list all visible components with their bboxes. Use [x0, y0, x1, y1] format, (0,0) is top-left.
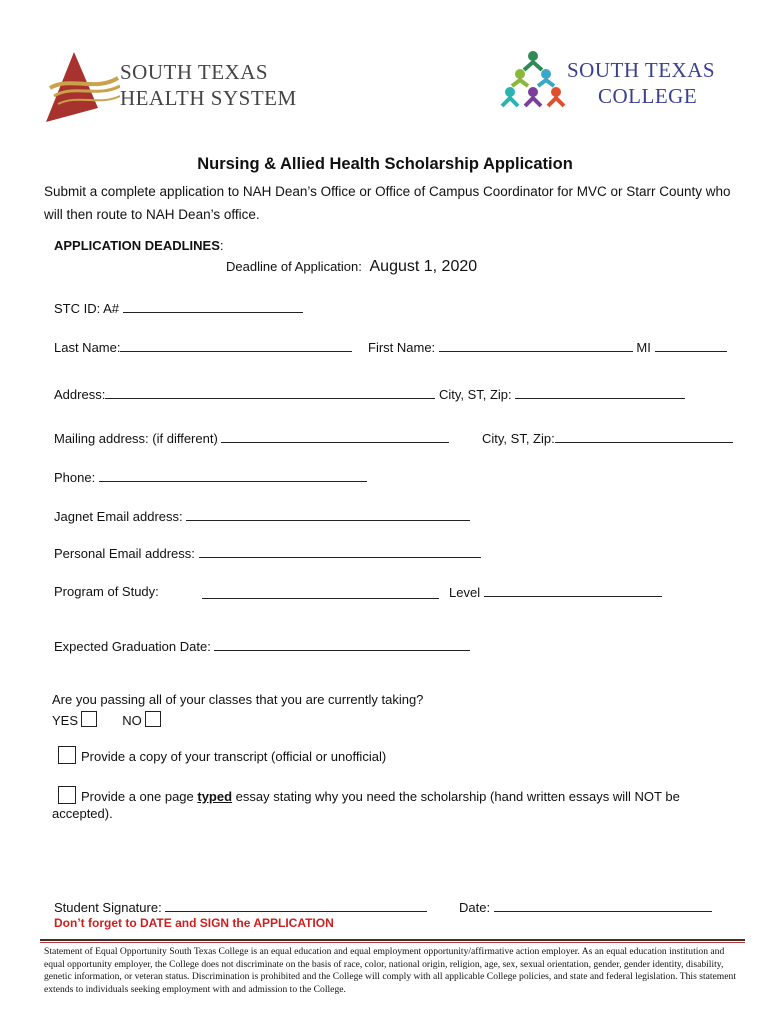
deadlines-heading-colon: : — [219, 238, 224, 253]
footer-divider — [40, 939, 745, 941]
first-name-field[interactable] — [439, 339, 633, 352]
level-label: Level — [449, 585, 481, 600]
stc-id-row — [54, 300, 303, 316]
signature-row — [54, 899, 427, 915]
no-label: NO — [122, 713, 142, 728]
last-name-label: Last Name: — [54, 340, 121, 355]
address-field[interactable] — [105, 386, 435, 399]
sths-logo-line2: HEALTH SYSTEM — [120, 86, 297, 110]
essay-text-cont: accepted). — [52, 806, 113, 821]
mailing-city-label: City, ST, Zip: — [482, 431, 555, 446]
personal-email-row — [54, 545, 481, 561]
passing-question: Are you passing all of your classes that you are currently taking? — [52, 692, 424, 707]
city-st-zip-field[interactable] — [515, 386, 685, 399]
essay-text-post: essay stating why you need the scholarship (hand written essays will NOT be — [232, 789, 680, 804]
mi-field[interactable] — [655, 339, 727, 352]
essay-typed-emphasis: typed — [197, 789, 233, 804]
stc-id-label: STC ID: A# — [54, 301, 120, 316]
stc-logo-line2: COLLEGE — [598, 84, 698, 108]
program-label: Program of Study: — [54, 584, 159, 599]
south-texas-college-logo — [500, 44, 750, 120]
transcript-checkbox[interactable] — [58, 746, 76, 764]
deadlines-heading-text: APPLICATION DEADLINES — [54, 238, 220, 253]
address-label: Address: — [54, 387, 106, 402]
mailing-address-field[interactable] — [221, 430, 449, 443]
mailing-city-row — [482, 430, 733, 446]
sths-logo-line1: SOUTH TEXAS — [120, 60, 269, 84]
first-name-label: First Name: — [368, 340, 436, 355]
personal-email-label: Personal Email address: — [54, 546, 195, 561]
last-name-field[interactable] — [120, 339, 352, 352]
south-texas-health-system-logo — [40, 48, 300, 128]
yes-checkbox[interactable] — [81, 711, 97, 727]
equal-opportunity-statement: Statement of Equal Opportunity South Texas College is an equal education and equal employment opportunity/affirmative action employer. As an equal education institution and equal opportunity employer, the College does not discriminate on the basis of race, color, national origin, religion, age, sex, sexual orientation, gender, gender identity, disability, genetic information, or veteran status. Discrimination is prohibited and the College will comply with all applicable College policies, and state and federal legislation. This statement extends to individuals seeking employment with and admission to the College. — [44, 946, 736, 995]
sign-reminder: Don’t forget to DATE and SIGN the APPLICATION — [54, 916, 334, 930]
mi-label: MI — [636, 340, 651, 355]
last-name-row — [54, 339, 352, 355]
date-field[interactable] — [494, 899, 712, 912]
essay-item — [58, 786, 680, 804]
page-title: Nursing & Allied Health Scholarship Application — [197, 155, 573, 173]
deadline-row — [226, 258, 477, 276]
sths-triangle-icon — [40, 48, 120, 128]
level-row — [449, 584, 662, 600]
essay-text-pre: Provide a one page — [81, 789, 198, 804]
date-row — [459, 899, 712, 915]
city-st-zip-label: City, ST, Zip: — [438, 387, 512, 402]
level-field[interactable] — [484, 584, 662, 597]
yes-label: YES — [52, 713, 79, 728]
phone-field[interactable] — [99, 469, 367, 482]
transcript-text: Provide a copy of your transcript (official or unofficial) — [81, 749, 387, 764]
phone-row — [54, 469, 367, 485]
program-field[interactable] — [202, 586, 439, 604]
grad-date-field[interactable] — [214, 638, 470, 651]
stc-id-field[interactable] — [123, 300, 303, 313]
signature-field[interactable] — [165, 899, 427, 912]
transcript-item — [58, 746, 386, 764]
intro-text: Submit a complete application to NAH Dean’s Office or Office of Campus Coordinator for MVC or Starr County who will then route to NAH Dean’s office. — [44, 184, 731, 222]
grad-date-row — [54, 638, 470, 654]
deadline-value: August 1, 2020 — [369, 258, 478, 275]
jagnet-email-row — [54, 508, 470, 524]
no-checkbox[interactable] — [145, 711, 161, 727]
mailing-city-field[interactable] — [555, 430, 733, 443]
date-label: Date: — [459, 900, 491, 915]
jagnet-email-field[interactable] — [186, 508, 470, 521]
grad-date-label: Expected Graduation Date: — [54, 639, 211, 654]
first-name-row — [368, 339, 727, 355]
mailing-address-label: Mailing address: (if different) — [54, 431, 218, 446]
personal-email-field[interactable] — [199, 545, 481, 558]
address-row — [54, 386, 685, 402]
deadlines-heading — [54, 238, 224, 253]
essay-checkbox[interactable] — [58, 786, 76, 804]
jagnet-email-label: Jagnet Email address: — [54, 509, 183, 524]
mailing-address-row — [54, 430, 449, 446]
passing-answers — [52, 711, 161, 728]
deadline-label: Deadline of Application: — [226, 259, 362, 274]
signature-label: Student Signature: — [54, 900, 162, 915]
stc-people-icon — [500, 48, 566, 118]
footer-divider-accent — [40, 942, 745, 943]
stc-logo-line1: SOUTH TEXAS — [567, 58, 716, 82]
phone-label: Phone: — [54, 470, 96, 485]
